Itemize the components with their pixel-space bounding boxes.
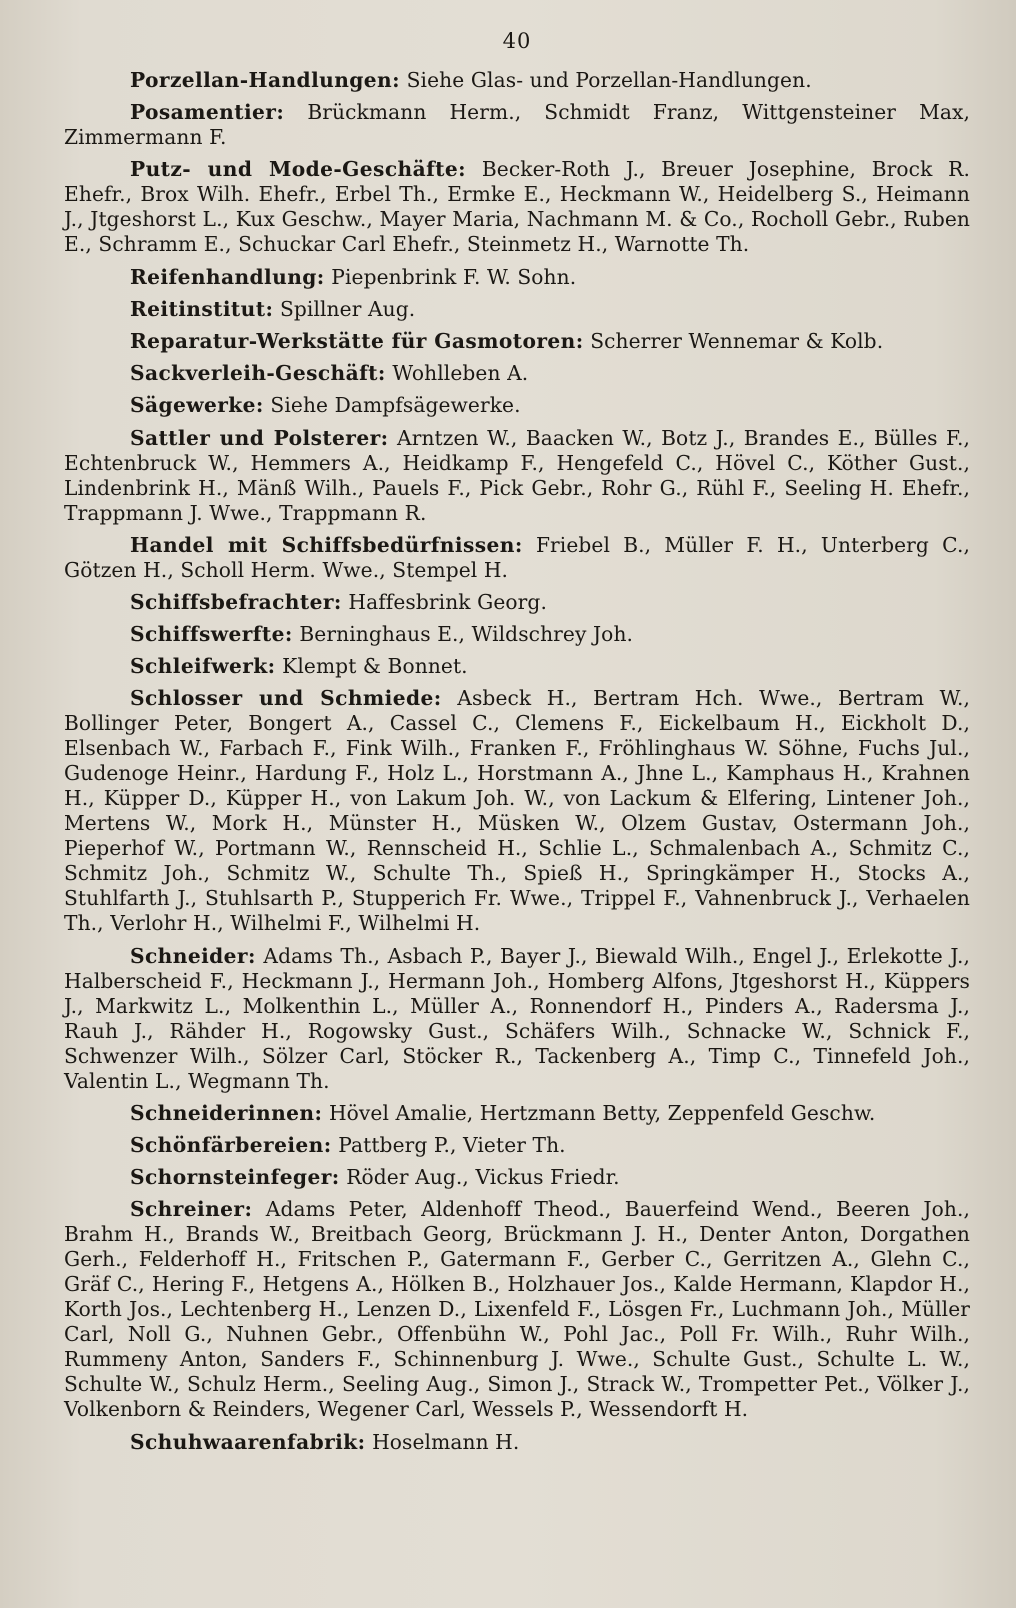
directory-entry <box>64 1197 970 1422</box>
entry-heading: Schiffsbefrachter <box>130 589 334 614</box>
entry-separator: : <box>377 361 393 386</box>
directory-entry <box>64 1133 970 1158</box>
entry-heading: Putz- und Mode-Geschäfte <box>130 157 459 182</box>
entry-separator: : <box>380 425 398 450</box>
entry-text: Adams Peter, Aldenhoff Theod., Bauerfeind Wend., Beeren Joh., Brahm H., Brands W., Breitbach Georg, Brückmann J. H., Denter Anton, Dorgathen Gerh., Felderhoff H., Fritschen P., Gatermann F., Gerber C., Gerritzen A., Glehn C., Gräf C., Hering F., Hetgens A., Hölken B., Holzhauer Jos., Kalde Hermann, Klapdor H., Korth Jos., Lechtenberg H., Lenzen D., Lixenfeld F., Lösgen Fr., Luchmann Joh., Müller Carl, Noll G., Nuhnen Gebr., Offenbühn W., Pohl Jac., Poll Fr. Wilh., Ruhr Wilh., Rummeny Anton, Sanders F., Schinnenburg J. Wwe., Schulte Gust., Schulte L. W., Schulte W., Schulz Herm., Seeling Aug., Simon J., Strack W., Trompetter Pet., Völker J., Volkenborn & Reinders, Wegener Carl, Wessels P., Wessendorft H. <box>64 1197 970 1422</box>
directory-entry <box>64 393 970 418</box>
directory-entry <box>64 944 970 1094</box>
page-number: 40 <box>502 29 532 53</box>
entry-text: Berninghaus E., Wildschrey Joh. <box>299 622 634 647</box>
entry-separator: : <box>255 393 271 418</box>
entry-separator: : <box>357 1429 373 1454</box>
entry-text: Spillner Aug. <box>279 296 416 321</box>
entry-heading: Schleifwerk <box>130 654 268 679</box>
entry-heading: Reitinstitut <box>130 296 266 321</box>
entry-heading: Sackverleih-Geschäft <box>130 361 378 386</box>
directory-entry <box>64 1430 970 1455</box>
entry-text: Scherrer Wennemar & Kolb. <box>590 328 884 353</box>
entry-heading: Schornsteinfeger <box>130 1165 332 1190</box>
entry-heading: Reifenhandlung <box>130 264 317 289</box>
entry-text: Siehe Glas- und Porzellan-Handlungen. <box>406 68 812 92</box>
entry-heading: Schlosser und Schmiede <box>130 686 434 711</box>
directory-entry <box>64 426 970 526</box>
entry-heading: Schuhwaarenfabrik <box>130 1429 358 1454</box>
entry-heading: Schneiderinnen <box>130 1100 315 1125</box>
entry-heading: Porzellan-Handlungen <box>130 68 393 92</box>
entry-heading: Reparatur-Werkstätte für Gasmotoren <box>130 328 576 353</box>
directory-entry <box>64 265 970 290</box>
entry-separator: : <box>514 532 536 557</box>
directory-entry <box>64 590 970 615</box>
entry-separator: : <box>392 68 407 92</box>
entry-text: Adams Th., Asbach P., Bayer J., Biewald Wilh., Engel J., Erlekotte J., Halberscheid F., Heckmann J., Hermann Joh., Homberg Alfons, Jtgeshorst H., Küppers J., Markwitz L., Molkenthin L., Müller A., Ronnendorf H., Pinders A., Radersma J., Rauh J., Rähder H., Rogowsky Gust., Schäfers Wilh., Schnacke W., Schnick F., Schwenzer Wilh., Sölzer Carl, Stöcker R., Tackenberg A., Timp C., Tinnefeld Joh., Valentin L., Wegmann Th. <box>64 943 970 1093</box>
entry-separator: : <box>333 589 349 614</box>
entry-heading: Schönfärbereien <box>130 1133 324 1157</box>
entry-separator: : <box>316 264 332 289</box>
entry-heading: Schreiner <box>130 1197 245 1222</box>
entry-text: Brückmann Herm., Schmidt Franz, Wittgensteiner Max, Zimmermann F. <box>64 100 970 150</box>
entry-text: Siehe Dampfsägewerke. <box>270 393 521 418</box>
entry-separator: : <box>331 1165 347 1190</box>
entry-text: Hoselmann H. <box>372 1429 520 1454</box>
entry-separator: : <box>458 157 482 182</box>
entry-heading: Schiffswerfte <box>130 622 285 647</box>
directory-entry <box>64 297 970 322</box>
entry-heading: Schneider <box>130 943 248 968</box>
entry-separator: : <box>244 1197 266 1222</box>
entry-text: Piepenbrink F. W. Sohn. <box>331 264 577 289</box>
entry-heading: Sattler und Polsterer <box>130 425 381 450</box>
directory-entry <box>64 654 970 679</box>
entry-separator: : <box>276 100 308 125</box>
entry-separator: : <box>323 1133 339 1157</box>
entry-text: Arntzen W., Baacken W., Botz J., Brandes E., Bülles F., Echtenbruck W., Hemmers A., Heidkamp F., Hengefeld C., Hövel C., Köther Gust., Lindenbrink H., Mänß Wilh., Pauels F., Pick Gebr., Rohr G., Rühl F., Seeling H. Ehefr., Trappmann J. Wwe., Trappmann R. <box>64 425 970 525</box>
directory-entry <box>64 1101 970 1126</box>
entry-separator: : <box>433 686 458 711</box>
directory-entry <box>64 157 970 257</box>
entry-text: Haffesbrink Georg. <box>348 589 547 614</box>
entry-separator: : <box>265 296 280 321</box>
entry-separator: : <box>314 1100 329 1125</box>
entry-text: Röder Aug., Vickus Friedr. <box>346 1165 620 1190</box>
entry-heading: Handel mit Schiffsbedürfnissen <box>130 532 515 557</box>
entry-separator: : <box>575 328 591 353</box>
directory-entry <box>64 361 970 386</box>
directory-entry <box>64 1165 970 1190</box>
entry-separator: : <box>284 622 300 647</box>
directory-entry <box>64 533 970 583</box>
entry-text: Becker-Roth J., Breuer Josephine, Brock R. Ehefr., Brox Wilh. Ehefr., Erbel Th., Ermke E., Heckmann W., Heidelberg S., Heimann J., Jtgeshorst L., Kux Geschw., Mayer Maria, Nachmann M. & Co., Rocholl Gebr., Ruben E., Schramm E., Schuckar Carl Ehefr., Steinmetz H., Warnotte Th. <box>64 157 970 257</box>
entry-separator: : <box>247 943 264 968</box>
entry-separator: : <box>267 654 283 679</box>
entry-heading: Posamentier <box>130 100 277 125</box>
directory-entry <box>64 622 970 647</box>
entry-text: Klempt & Bonnet. <box>282 654 468 679</box>
entry-heading: Sägewerke <box>130 393 256 418</box>
directory-entry <box>64 329 970 354</box>
directory-entry <box>64 686 970 936</box>
entry-text: Hövel Amalie, Hertzmann Betty, Zeppenfeld Geschw. <box>328 1100 876 1125</box>
directory-entry <box>64 68 970 93</box>
entry-list <box>64 68 970 1455</box>
directory-entry <box>64 100 970 150</box>
entry-text: Pattberg P., Vieter Th. <box>338 1133 566 1157</box>
entry-text: Wohlleben A. <box>392 361 529 386</box>
entry-text: Asbeck H., Bertram Hch. Wwe., Bertram W., Bollinger Peter, Bongert A., Cassel C., Clemens F., Eickelbaum H., Eickholt D., Elsenbach W., Farbach F., Fink Wilh., Franken F., Fröhlinghaus W. Söhne, Fuchs Jul., Gudenoge Heinr., Hardung F., Holz L., Horstmann A., Jhne L., Kamphaus H., Krahnen H., Küpper D., Küpper H., von Lakum Joh. W., von Lackum & Elfering, Lintener Joh., Mertens W., Mork H., Münster H., Müsken W., Olzem Gustav, Ostermann Joh., Pieperhof W., Portmann W., Rennscheid H., Schlie L., Schmalenbach A., Schmitz C., Schmitz Joh., Schmitz W., Schulte Th., Spieß H., Springkämper H., Stocks A., Stuhlfarth J., Stuhlsarth P., Stupperich Fr. Wwe., Trippel F., Vahnenbruck J., Verhaelen Th., Verlohr H., Wilhelmi F., Wilhelmi H. <box>64 686 970 936</box>
entry-text: Friebel B., Müller F. H., Unterberg C., Götzen H., Scholl Herm. Wwe., Stempel H. <box>64 532 970 582</box>
